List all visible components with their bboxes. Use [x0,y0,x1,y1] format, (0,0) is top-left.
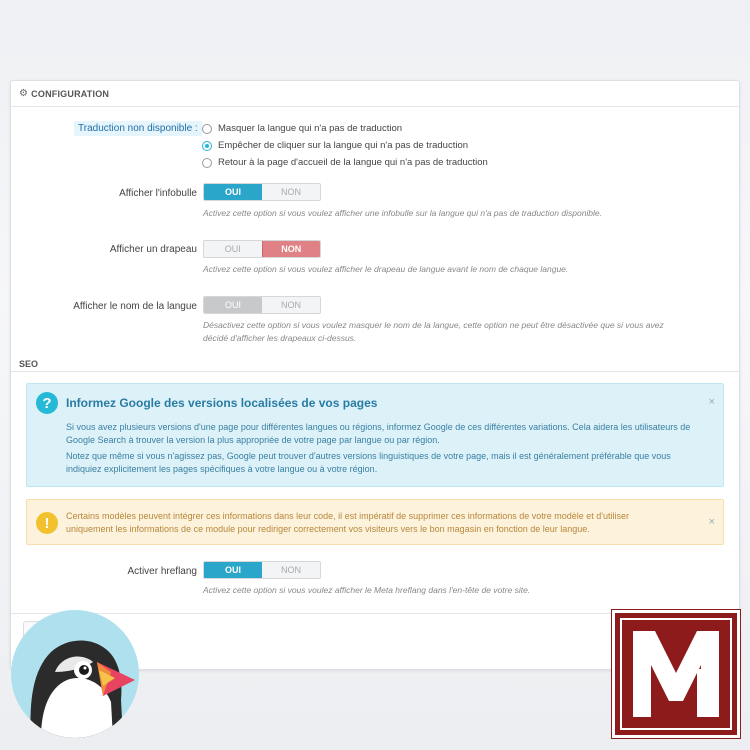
radio-label[interactable]: Empêcher de cliquer sur la langue qui n'a pas de traduction [218,140,469,151]
radio-back-home[interactable] [202,157,488,168]
warning-text [66,510,706,536]
nom-langue-non[interactable]: NON [281,300,301,310]
radio-label[interactable]: Masquer la langue qui n'a pas de traduction [218,123,403,134]
info-paragraph-1 [66,421,716,447]
nom-langue-oui[interactable]: OUI [204,297,262,313]
info-paragraph-2 [66,450,716,476]
text-line: Certains modèles peuvent intégrer ces informations dans leur code, il est impératif de supprimer ces informations de votre modèle et d'utiliser [66,511,629,521]
help-line: Désactivez cette option si vous voulez masquer le nom de la langue, cette option ne peut être désactivée que si vous avez [203,320,664,330]
nom-langue-switch[interactable] [203,296,321,314]
radio-label[interactable]: Retour à la page d'accueil de la langue qui n'a pas de traduction [218,157,488,168]
hreflang-help: Activez cette option si vous voulez afficher le Meta hreflang dans l'en-tête de votre site. [203,585,531,595]
puffin-icon [11,610,139,738]
radio-button[interactable] [202,158,212,168]
m-brand-logo [612,610,740,738]
drapeau-switch[interactable] [203,240,321,258]
text-line: uniquement les informations de ce module pour rediriger correctement vos visiteurs vers le bon magasin en fonction de leur langue. [66,524,590,534]
text-line: Notez que même si vous n'agissez pas, Google peut trouver d'autres versions linguistiques de votre page, mais il est généralement préférable que vous [66,451,671,461]
text-line: Google Search à trouver la version la plus appropriée de votre page par langue ou par région. [66,435,440,445]
drapeau-help: Activez cette option si vous voulez afficher le drapeau de langue avant le nom de chaque langue. [203,264,569,274]
text-line: Si vous avez plusieurs versions d'une page pour différentes langues ou régions, informez Google de ces différentes variations. Cela aidera les utilisateurs de [66,422,691,432]
help-line: décidé d'afficher les drapeaux ci-dessus. [203,333,357,343]
radio-hide-language[interactable] [202,123,402,134]
hreflang-non[interactable]: NON [281,565,301,575]
m-logo-icon [615,613,737,735]
panel-title: CONFIGURATION [31,88,110,99]
gears-icon: ⚙ [19,88,29,99]
hreflang-switch[interactable] [203,561,321,579]
infobulle-switch[interactable] [203,183,321,201]
translation-label: Traduction non disponible : [74,121,202,136]
drapeau-label: Afficher un drapeau [109,244,197,255]
drapeau-oui[interactable]: OUI [224,244,241,254]
infobulle-help: Activez cette option si vous voulez afficher une infobulle sur la langue qui n'a pas de traduction disponible. [203,208,603,218]
info-alert [26,383,724,487]
divider [11,371,739,372]
radio-button[interactable] [202,124,212,134]
warning-alert [26,499,724,545]
radio-button-selected[interactable] [202,141,212,151]
radio-prevent-click[interactable] [202,140,468,151]
drapeau-non[interactable]: NON [262,241,321,257]
panel-heading [11,81,739,107]
close-icon[interactable]: × [708,516,715,528]
hreflang-label: Activer hreflang [127,566,197,577]
warning-icon: ! [36,512,58,534]
infobulle-non[interactable]: NON [281,187,301,197]
prestashop-puffin-logo [11,610,139,738]
question-icon: ? [36,392,58,414]
infobulle-label: Afficher l'infobulle [119,188,197,199]
nom-langue-label: Afficher le nom de la langue [73,301,197,312]
seo-heading: SEO [19,359,39,369]
hreflang-oui[interactable]: OUI [204,562,262,578]
nom-langue-help [203,319,703,345]
text-line: indiquiez explicitement les pages spécifiques à votre langue ou à votre région. [66,464,378,474]
close-icon[interactable]: × [708,396,715,408]
info-alert-title: Informez Google des versions localisées de vos pages [66,396,378,410]
infobulle-oui[interactable]: OUI [204,184,262,200]
configuration-panel [10,80,740,670]
